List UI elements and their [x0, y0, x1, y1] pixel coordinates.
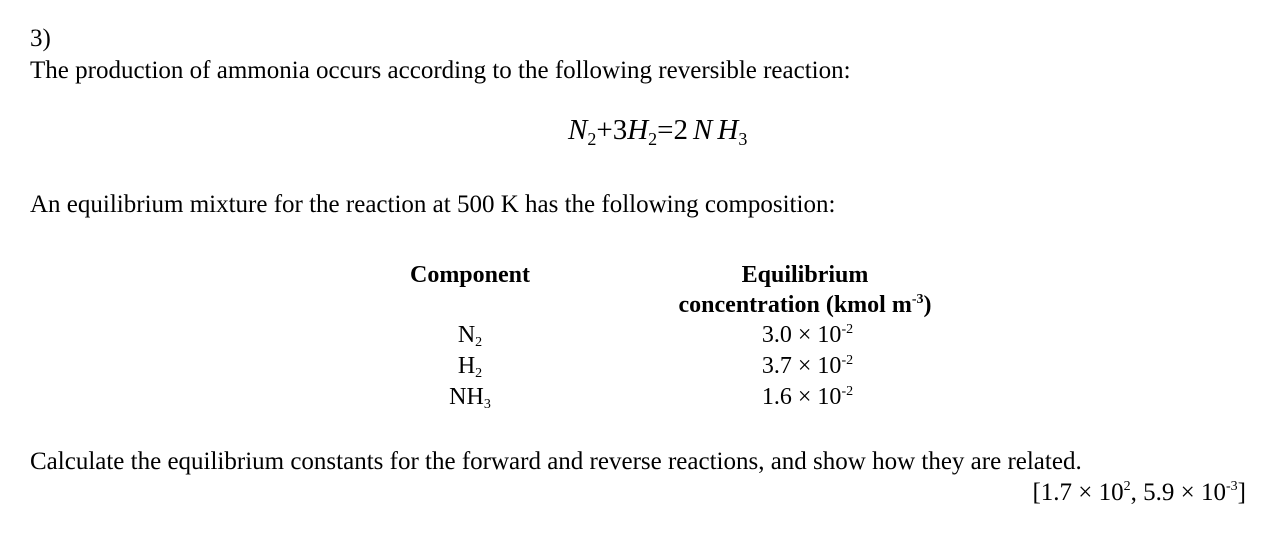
- header-conc-close: ): [923, 292, 932, 318]
- concentration-exponent: -2: [841, 353, 854, 368]
- table-header-concentration: [640, 260, 970, 320]
- component-symbol: NH: [449, 384, 484, 410]
- eq-n2: N: [693, 114, 713, 146]
- eq-nh3-sub: 3: [738, 129, 748, 149]
- table-row-component: [420, 351, 520, 381]
- table-row-concentration: [700, 351, 915, 381]
- header-conc-exponent: -3: [911, 292, 924, 307]
- question-number: 3): [30, 25, 51, 52]
- eq-h: H: [627, 114, 649, 146]
- eq-h-sub: 2: [648, 129, 658, 149]
- header-conc-line1: Equilibrium: [741, 262, 869, 288]
- table-row-component: [420, 320, 520, 350]
- reaction-equation: [568, 112, 747, 148]
- answer-close: ]: [1237, 479, 1246, 506]
- component-symbol: H: [457, 353, 476, 379]
- eq-n: N: [568, 114, 588, 146]
- table-row-component: [420, 382, 520, 412]
- header-conc-line2: concentration (kmol m: [678, 292, 912, 318]
- concentration-mantissa: 3.0 × 10: [761, 322, 842, 348]
- question-intro: The production of ammonia occurs according to the following reversible reaction:: [30, 57, 851, 84]
- component-symbol: N: [457, 322, 476, 348]
- answer-part-2: , 5.9 × 10: [1130, 479, 1226, 506]
- component-subscript: 3: [483, 397, 491, 412]
- eq-plus-three: +3: [596, 114, 628, 146]
- concentration-exponent: -2: [841, 322, 854, 337]
- table-header-component: Component: [409, 262, 530, 288]
- concentration-mantissa: 3.7 × 10: [761, 353, 842, 379]
- concentration-mantissa: 1.6 × 10: [761, 384, 842, 410]
- concentration-exponent: -2: [841, 384, 854, 399]
- table-row-concentration: [700, 320, 915, 350]
- answer-exponent-1: 2: [1123, 479, 1131, 494]
- component-subscript: 2: [475, 366, 483, 381]
- eq-n-sub: 2: [587, 129, 597, 149]
- table-row-concentration: [700, 382, 915, 412]
- eq-h3: H: [717, 114, 739, 146]
- answer-key: [1032, 478, 1246, 508]
- eq-equals-two: =2: [657, 114, 689, 146]
- task-instruction: Calculate the equilibrium constants for the forward and reverse reactions, and show how they are related.: [30, 448, 1082, 475]
- answer-part-1: [1.7 × 10: [1032, 479, 1124, 506]
- component-subscript: 2: [475, 335, 483, 350]
- mixture-description: An equilibrium mixture for the reaction at 500 K has the following composition:: [30, 191, 836, 218]
- answer-exponent-2: -3: [1226, 479, 1238, 494]
